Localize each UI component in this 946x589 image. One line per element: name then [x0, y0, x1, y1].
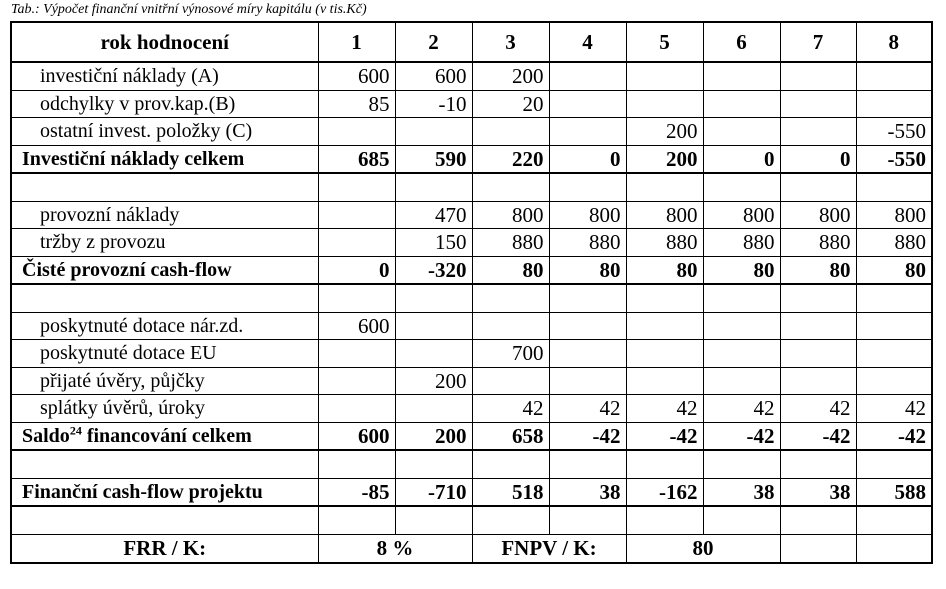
- value-cell: 880: [472, 229, 549, 257]
- frr-value: 8 %: [318, 534, 472, 563]
- value-cell: [703, 312, 780, 340]
- table-row: [11, 62, 932, 90]
- value-cell: [703, 118, 780, 146]
- value-cell: [780, 90, 856, 118]
- value-cell: -42: [549, 422, 626, 450]
- value-cell: -550: [856, 118, 932, 146]
- value-cell: 590: [395, 145, 472, 173]
- value-cell: 200: [395, 367, 472, 395]
- value-cell: [318, 229, 395, 257]
- value-cell: [703, 62, 780, 90]
- value-cell: -85: [318, 478, 395, 506]
- value-cell: 80: [626, 256, 703, 284]
- value-cell: [626, 450, 703, 478]
- value-cell: [395, 312, 472, 340]
- row-label: [11, 422, 318, 450]
- value-cell: 42: [703, 395, 780, 423]
- row-label: [11, 173, 318, 201]
- value-cell: -550: [856, 145, 932, 173]
- table-row: [11, 367, 932, 395]
- value-cell: -42: [703, 422, 780, 450]
- value-cell: [626, 284, 703, 312]
- year-7: 7: [780, 22, 856, 62]
- row-label: přijaté úvěry, půjčky: [11, 367, 318, 395]
- value-cell: 220: [472, 145, 549, 173]
- value-cell: [549, 62, 626, 90]
- value-cell: [856, 367, 932, 395]
- table-caption: Tab.: Výpočet finanční vnitřní výnosové míry kapitálu (v tis.Kč): [11, 2, 367, 17]
- value-cell: [703, 450, 780, 478]
- table-row: [11, 229, 932, 257]
- value-cell: -42: [856, 422, 932, 450]
- footnote-marker: 24: [69, 423, 82, 438]
- value-cell: [626, 173, 703, 201]
- table-row: [11, 478, 932, 506]
- value-cell: 880: [549, 229, 626, 257]
- frr-label: FRR / K:: [11, 534, 318, 563]
- value-cell: 85: [318, 90, 395, 118]
- value-cell: [780, 312, 856, 340]
- table-row: [11, 312, 932, 340]
- value-cell: 0: [780, 145, 856, 173]
- value-cell: [626, 312, 703, 340]
- value-cell: 800: [856, 201, 932, 229]
- value-cell: -710: [395, 478, 472, 506]
- row-label: odchylky v prov.kap.(B): [11, 90, 318, 118]
- row-label: Finanční cash-flow projektu: [11, 478, 318, 506]
- summary-row: [11, 534, 932, 563]
- value-cell: [626, 506, 703, 534]
- value-cell: 38: [703, 478, 780, 506]
- value-cell: 0: [703, 145, 780, 173]
- value-cell: 600: [395, 62, 472, 90]
- value-cell: 880: [856, 229, 932, 257]
- value-cell: [549, 367, 626, 395]
- value-cell: [780, 173, 856, 201]
- value-cell: [703, 340, 780, 368]
- value-cell: [395, 284, 472, 312]
- value-cell: [472, 118, 549, 146]
- value-cell: [856, 62, 932, 90]
- value-cell: [318, 367, 395, 395]
- table-row: [11, 284, 932, 312]
- financial-table: [10, 21, 933, 564]
- value-cell: 880: [780, 229, 856, 257]
- value-cell: [856, 450, 932, 478]
- value-cell: [549, 90, 626, 118]
- value-cell: [626, 90, 703, 118]
- value-cell: [856, 312, 932, 340]
- value-cell: 470: [395, 201, 472, 229]
- table-row: [11, 118, 932, 146]
- value-cell: [395, 450, 472, 478]
- value-cell: 600: [318, 62, 395, 90]
- empty-cell: [856, 534, 932, 563]
- value-cell: 38: [780, 478, 856, 506]
- row-label: [11, 450, 318, 478]
- value-cell: [472, 506, 549, 534]
- value-cell: [549, 284, 626, 312]
- value-cell: [780, 367, 856, 395]
- value-cell: 0: [549, 145, 626, 173]
- row-label: ostatní invest. položky (C): [11, 118, 318, 146]
- value-cell: 800: [780, 201, 856, 229]
- value-cell: 42: [856, 395, 932, 423]
- value-cell: [549, 450, 626, 478]
- value-cell: 150: [395, 229, 472, 257]
- value-cell: -162: [626, 478, 703, 506]
- empty-cell: [780, 534, 856, 563]
- value-cell: 38: [549, 478, 626, 506]
- value-cell: [856, 506, 932, 534]
- table-row: [11, 395, 932, 423]
- value-cell: 800: [472, 201, 549, 229]
- value-cell: 700: [472, 340, 549, 368]
- fnpv-label: FNPV / K:: [472, 534, 626, 563]
- value-cell: 80: [703, 256, 780, 284]
- value-cell: [780, 450, 856, 478]
- value-cell: -10: [395, 90, 472, 118]
- row-label: provozní náklady: [11, 201, 318, 229]
- table-row: [11, 90, 932, 118]
- value-cell: 20: [472, 90, 549, 118]
- value-cell: [856, 173, 932, 201]
- table-row: [11, 340, 932, 368]
- row-label-text: Saldo: [22, 424, 70, 447]
- value-cell: [472, 367, 549, 395]
- table-row: [11, 145, 932, 173]
- value-cell: [703, 284, 780, 312]
- year-5: 5: [626, 22, 703, 62]
- value-cell: [472, 173, 549, 201]
- table-row: [11, 201, 932, 229]
- row-label: Čisté provozní cash-flow: [11, 256, 318, 284]
- row-label: [11, 506, 318, 534]
- value-cell: 80: [780, 256, 856, 284]
- value-cell: [780, 62, 856, 90]
- value-cell: 80: [472, 256, 549, 284]
- value-cell: 42: [472, 395, 549, 423]
- value-cell: [549, 312, 626, 340]
- value-cell: [780, 118, 856, 146]
- value-cell: 200: [626, 118, 703, 146]
- value-cell: 880: [703, 229, 780, 257]
- value-cell: [472, 450, 549, 478]
- value-cell: [395, 118, 472, 146]
- value-cell: -42: [626, 422, 703, 450]
- value-cell: [549, 118, 626, 146]
- value-cell: 600: [318, 422, 395, 450]
- table-row: [11, 450, 932, 478]
- value-cell: 880: [626, 229, 703, 257]
- value-cell: 685: [318, 145, 395, 173]
- row-label: poskytnuté dotace nár.zd.: [11, 312, 318, 340]
- value-cell: [780, 340, 856, 368]
- year-8: 8: [856, 22, 932, 62]
- value-cell: [549, 340, 626, 368]
- value-cell: 42: [626, 395, 703, 423]
- table-row: [11, 173, 932, 201]
- value-cell: 800: [626, 201, 703, 229]
- value-cell: -42: [780, 422, 856, 450]
- value-cell: 42: [549, 395, 626, 423]
- value-cell: 658: [472, 422, 549, 450]
- value-cell: [318, 118, 395, 146]
- table-row: [11, 256, 932, 284]
- row-label: Investiční náklady celkem: [11, 145, 318, 173]
- row-label: tržby z provozu: [11, 229, 318, 257]
- value-cell: 588: [856, 478, 932, 506]
- row-label-text: financování celkem: [81, 424, 252, 447]
- value-cell: [395, 173, 472, 201]
- year-3: 3: [472, 22, 549, 62]
- value-cell: 518: [472, 478, 549, 506]
- value-cell: [626, 62, 703, 90]
- value-cell: [780, 506, 856, 534]
- value-cell: [856, 284, 932, 312]
- value-cell: [703, 173, 780, 201]
- header-label: rok hodnocení: [11, 22, 318, 62]
- value-cell: [472, 312, 549, 340]
- value-cell: [549, 173, 626, 201]
- year-6: 6: [703, 22, 780, 62]
- value-cell: [318, 201, 395, 229]
- year-4: 4: [549, 22, 626, 62]
- value-cell: [318, 395, 395, 423]
- value-cell: 600: [318, 312, 395, 340]
- year-2: 2: [395, 22, 472, 62]
- value-cell: [472, 284, 549, 312]
- value-cell: 800: [549, 201, 626, 229]
- value-cell: [626, 367, 703, 395]
- value-cell: [703, 367, 780, 395]
- value-cell: [318, 284, 395, 312]
- value-cell: [703, 90, 780, 118]
- value-cell: 200: [626, 145, 703, 173]
- row-label: splátky úvěrů, úroky: [11, 395, 318, 423]
- row-label: [11, 284, 318, 312]
- table-row: [11, 506, 932, 534]
- value-cell: 200: [472, 62, 549, 90]
- value-cell: [395, 395, 472, 423]
- value-cell: [780, 284, 856, 312]
- value-cell: [318, 450, 395, 478]
- value-cell: [703, 506, 780, 534]
- value-cell: 200: [395, 422, 472, 450]
- value-cell: [395, 506, 472, 534]
- row-label: poskytnuté dotace EU: [11, 340, 318, 368]
- table-row: [11, 422, 932, 450]
- value-cell: [856, 90, 932, 118]
- value-cell: [318, 340, 395, 368]
- value-cell: [318, 506, 395, 534]
- header-row: [11, 22, 932, 62]
- value-cell: [856, 340, 932, 368]
- value-cell: 80: [856, 256, 932, 284]
- row-label: investiční náklady (A): [11, 62, 318, 90]
- year-1: 1: [318, 22, 395, 62]
- value-cell: [626, 340, 703, 368]
- value-cell: [318, 173, 395, 201]
- value-cell: 80: [549, 256, 626, 284]
- value-cell: [549, 506, 626, 534]
- value-cell: 800: [703, 201, 780, 229]
- value-cell: -320: [395, 256, 472, 284]
- value-cell: [395, 340, 472, 368]
- value-cell: 42: [780, 395, 856, 423]
- value-cell: 0: [318, 256, 395, 284]
- fnpv-value: 80: [626, 534, 780, 563]
